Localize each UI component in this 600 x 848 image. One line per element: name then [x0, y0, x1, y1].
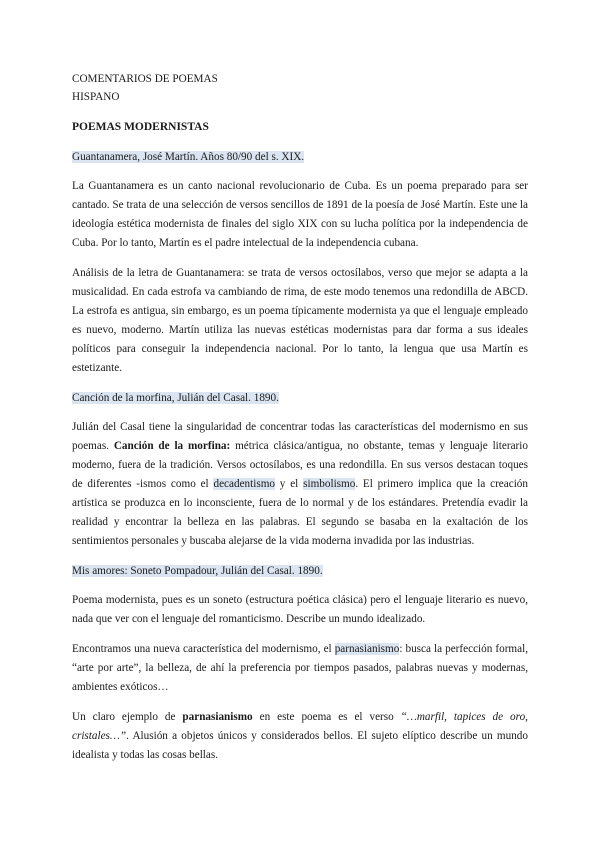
- poem-heading-cancion-morfina: [72, 389, 528, 407]
- italic-quote: “…marfil, tapices de oro, cristales…”: [72, 711, 528, 742]
- highlighted-term: parnasianismo: [334, 643, 400, 655]
- text-run: : busca la perfección formal, “arte por arte”, la belleza, de ahí la preferencia por tiempos pasados, palabras nuevas y modernas, ambientes exóticos…: [72, 643, 528, 693]
- poem-heading-text: Canción de la morfina, Julián del Casal. 1890.: [72, 392, 279, 404]
- poem-heading-guantanamera: [72, 148, 528, 166]
- poem-heading-mis-amores: [72, 562, 528, 580]
- text-run: . El primero implica que la creación artística se produzca en lo inconsciente, fuera de lo normal y de los estándares. Pretendía evadir la realidad y encontrar la belleza en las palabras. El segundo se basaba en la exaltación de los sentimientos personales y buscaba alejarse de la vida moderna invadida por las industrias.: [72, 478, 528, 547]
- text-run: en este poema es el verso: [252, 711, 401, 723]
- poem-heading-text: Guantanamera, José Martín. Años 80/90 del s. XIX.: [72, 151, 305, 163]
- paragraph: [72, 640, 528, 697]
- paragraph: Poema modernista, pues es un soneto (estructura poética clásica) pero el lenguaje literario es nuevo, nada que ver con el lenguaje del romanticismo. Describe un mundo idealizado.: [72, 594, 528, 625]
- highlighted-term: decadentismo: [213, 478, 275, 490]
- header-line-2: HISPANO: [72, 91, 120, 103]
- header-line-1: COMENTARIOS DE POEMAS: [72, 73, 218, 85]
- document-header: [72, 70, 528, 106]
- text-run: métrica clásica/antigua, no obstante, temas y lenguaje literario moderno, fuera de la tradición. Versos octosílabos, es una redondilla. En sus versos destacan toques de diferentes -ismos como el: [72, 440, 528, 490]
- text-run: Encontramos una nueva característica del modernismo, el: [72, 643, 335, 655]
- section-title: POEMAS MODERNISTAS: [72, 121, 209, 133]
- poem-heading-text: Mis amores: Soneto Pompadour, Julián del Casal. 1890.: [72, 565, 323, 577]
- paragraph: Análisis de la letra de Guantanamera: se trata de versos octosílabos, verso que mejor se adapta a la musicalidad. En cada estrofa va cambiando de rima, de este modo tenemos una redondilla de ABCD. La estrofa es antigua, sin embargo, es un poema típicamente modernista ya que el lenguaje empleado es nuevo, moderno. Martín utiliza las nuevas estéticas modernistas para dar forma a sus ideales políticos para conseguir la independencia nacional. Por lo tanto, la lengua que usa Martín es estetizante.: [72, 267, 528, 374]
- text-run: y el: [275, 478, 304, 490]
- paragraph: [72, 708, 528, 765]
- text-run: Julián del Casal tiene la singularidad de concentrar todas las características del modernismo en sus poemas.: [72, 421, 528, 452]
- text-run: Un claro ejemplo de: [72, 711, 183, 723]
- text-run: . Alusión a objetos únicos y considerados bellos. El sujeto elíptico describe un mundo idealista y todas las cosas bellas.: [72, 730, 528, 761]
- paragraph: [72, 418, 528, 551]
- paragraph: La Guantanamera es un canto nacional revolucionario de Cuba. Es un poema preparado para ser cantado. Se trata de una selección de versos sencillos de 1891 de la poesía de José Martín. Este une la ideología estética modernista de finales del siglo XIX con su lucha política por la independencia de Cuba. Por lo tanto, Martín es el padre intelectual de la independencia cubana.: [72, 180, 528, 249]
- bold-text: Canción de la morfina:: [113, 440, 231, 452]
- highlighted-term: simbolismo: [303, 478, 356, 490]
- bold-text: parnasianismo: [182, 711, 253, 723]
